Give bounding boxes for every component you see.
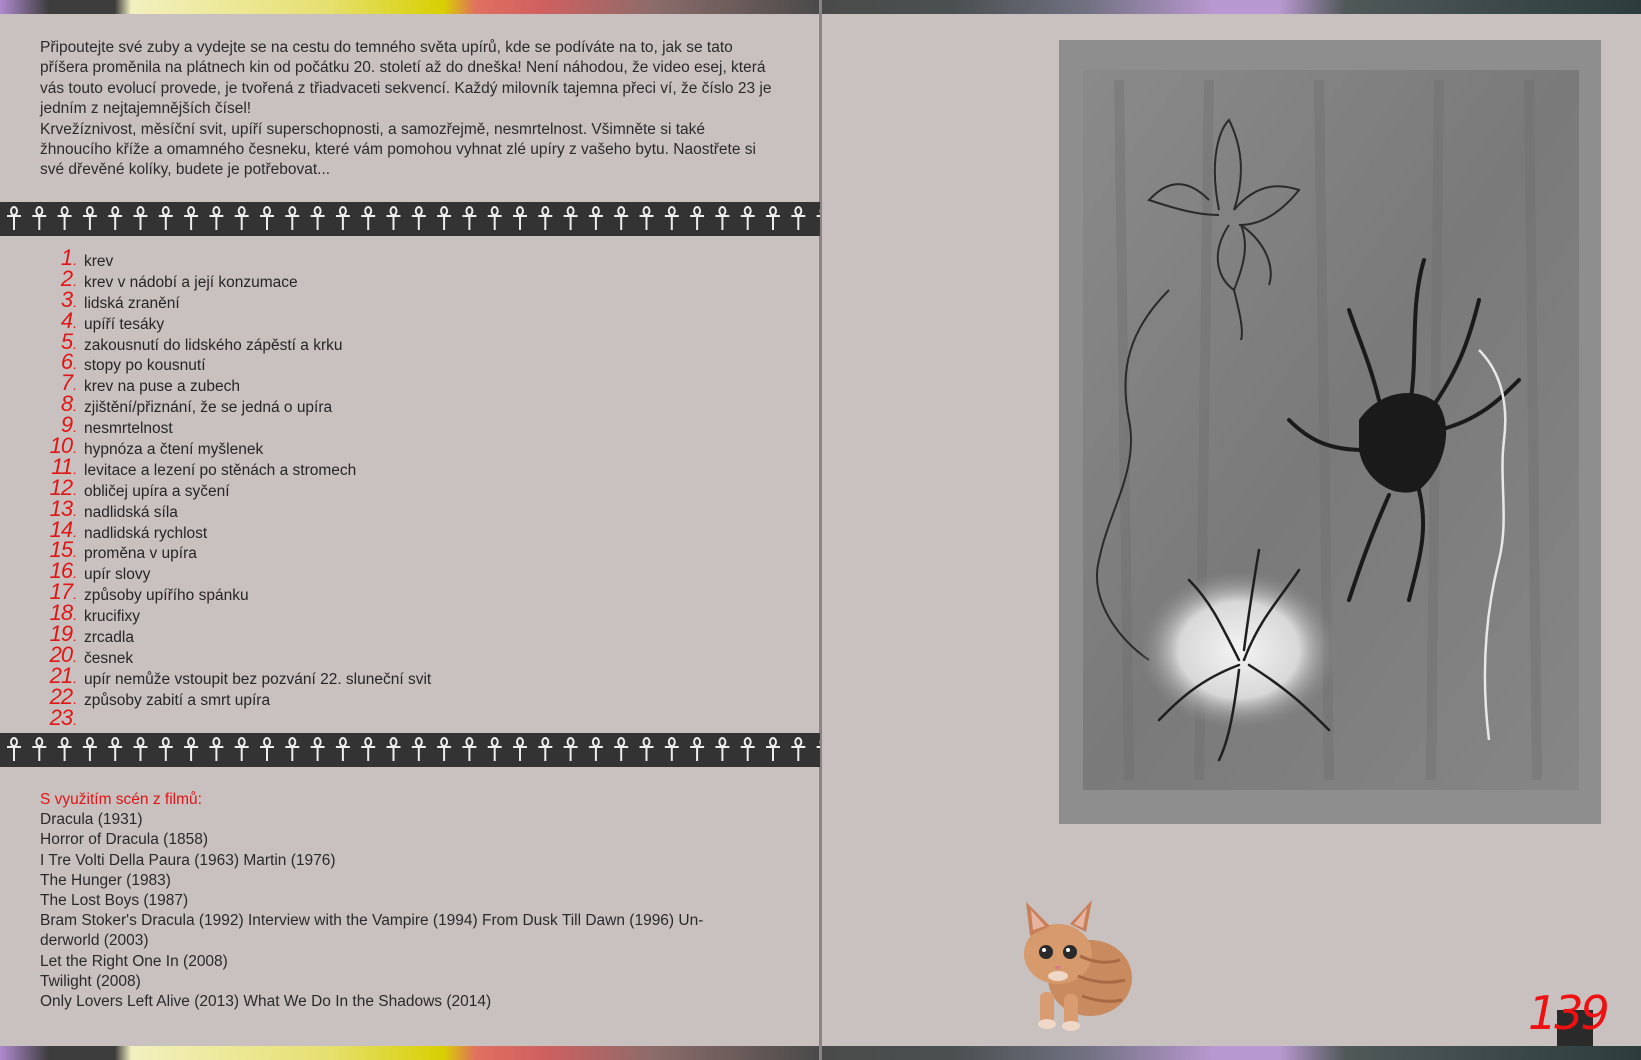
sequence-label: hypnóza a čtení myšlenek [84, 441, 264, 459]
sequence-item [40, 349, 800, 377]
ankh-icon [715, 207, 729, 230]
ankh-icon [361, 207, 375, 230]
film-credit-line: Dracula (1931) [40, 811, 143, 829]
sequence-number: 5 . [40, 332, 76, 355]
sequence-label: krev [84, 253, 114, 270]
ankh-icon [412, 207, 426, 230]
ankh-icon [741, 207, 755, 230]
ankh-icon [741, 738, 755, 761]
page-number: 139 [1528, 986, 1607, 1040]
sequence-item [40, 391, 800, 419]
sequence-label: zjištění/přiznání, že se jedná o upíra [84, 399, 333, 417]
film-credit-line: Twilight (2008) [40, 972, 141, 990]
ankh-icon [614, 207, 628, 230]
film-credit-line: The Hunger (1983) [40, 871, 171, 889]
sequence-number: 22 . [40, 687, 76, 710]
ankh-icon [336, 207, 350, 230]
sequence-item [40, 328, 800, 357]
sequence-label: stopy po kousnutí [84, 357, 206, 375]
sequence-label: krucifixy [84, 608, 140, 626]
sequence-item [40, 704, 800, 733]
sequence-number: 10 . [40, 436, 76, 459]
ankh-icon [640, 207, 654, 230]
kitten-sticker [1010, 896, 1135, 1032]
ankh-icon [83, 738, 97, 761]
intro-paragraph-1: Připoutejte své zuby a vydejte se na cestu do temného světa upírů, kde se podíváte na to, jak se tato příšera proměnila na plátnech kin od počátku 20. století až do dneška! Není náhodou, že video esej, která vás touto evolucí provede, je tvořená z třiadvaceti sekvencí. Každý milovník tajemna přeci ví, že číslo 23 je jedním z nejtajemnějších čísel! [40, 39, 772, 118]
sequence-label: způsoby zabití a smrt upíra [84, 691, 271, 709]
sequence-label: zrcadla [84, 629, 134, 647]
sequence-item [40, 433, 800, 461]
ankh-icon [715, 738, 729, 761]
sequence-label: krev na puse a zubech [84, 378, 240, 396]
ankh-icon [766, 207, 780, 230]
ankh-icon [260, 207, 274, 230]
ankh-icon [159, 738, 173, 761]
sequence-item [40, 474, 800, 503]
ankh-icon [184, 207, 198, 230]
sequence-item [40, 641, 800, 670]
ankh-icon [134, 207, 148, 230]
film-credit-line: Horror of Dracula (1858) [40, 831, 208, 849]
ankh-icon [134, 738, 148, 761]
ankh-icon [235, 207, 249, 230]
film-credit-line: Only Lovers Left Alive (2013) What We Do In the Shadows (2014) [40, 993, 492, 1011]
ankh-icon [538, 738, 552, 761]
sequence-number: 18 . [40, 603, 76, 626]
ankh-icon [311, 738, 325, 761]
sequence-number: 17 . [40, 582, 76, 605]
sequence-label: nadlidská síla [84, 503, 178, 521]
ankh-icon [336, 738, 350, 761]
ankh-icon [488, 207, 502, 230]
sequence-number: 23 . [40, 708, 76, 731]
sequence-label: nadlidská rychlost [84, 524, 208, 542]
ankh-icon [108, 207, 122, 230]
sequence-list [40, 245, 800, 732]
sequence-item [40, 662, 800, 691]
ankh-icon [817, 207, 820, 230]
sequence-number: 11 . [40, 457, 76, 480]
ankh-icon [260, 738, 274, 761]
sequence-item [40, 495, 800, 524]
sequence-label: proměna v upíra [84, 545, 197, 563]
sequence-item [40, 245, 800, 273]
ankh-icon [513, 207, 527, 230]
ankh-icon [285, 207, 299, 230]
ankh-icon [791, 738, 805, 761]
ankh-icon [766, 738, 780, 761]
sequence-label: zakousnutí do lidského zápěstí a krku [84, 336, 343, 354]
sequence-label: způsoby upířího spánku [84, 587, 249, 605]
film-credits-heading: S využitím scén z filmů: [40, 791, 202, 808]
ankh-icon [817, 738, 820, 761]
film-credit-line: I Tre Volti Della Paura (1963) Martin (1976) [40, 851, 336, 869]
sequence-item [40, 579, 800, 607]
kitten-icon [1010, 896, 1135, 1032]
ankh-icon [387, 207, 401, 230]
ankh-icon [209, 738, 223, 761]
ink-flower-artwork [1059, 40, 1601, 824]
sequence-number: 4 . [40, 311, 76, 334]
ankh-icon [412, 738, 426, 761]
sequence-item [40, 621, 800, 649]
artwork-drawing [1059, 40, 1601, 824]
film-credit-line: derworld (2003) [40, 932, 149, 950]
sequence-number: 20 . [40, 645, 76, 668]
ankh-icon [513, 738, 527, 761]
film-credit-line: Bram Stoker's Dracula (1992) Interview with the Vampire (1994) From Dusk Till Dawn (1996) Un- [40, 912, 704, 930]
sequence-label: nesmrtelnost [84, 420, 173, 438]
sequence-number: 1 . [40, 248, 76, 271]
ankh-icon [640, 738, 654, 761]
sequence-item [40, 683, 800, 712]
sequence-number: 16 . [40, 561, 76, 584]
ankh-icon [665, 738, 679, 761]
sequence-number: 2 . [40, 269, 76, 292]
sequence-item [40, 412, 800, 440]
sequence-number: 21 . [40, 666, 76, 689]
sequence-label: upíří tesáky [84, 315, 165, 333]
intro-paragraph-2: Krvežíznivost, měsíční svit, upíří superschopnosti, a samozřejmě, nesmrtelnost. Všimněte si také žhnoucího kříže a omamného česneku, které vám pomohou vyhnat zlé upíry z vašeho bytu. Naostřete si své dřevěné kolíky, budete je potřebovat... [40, 120, 756, 179]
ankh-divider-bottom [0, 733, 820, 767]
sequence-label: lidská zranění [84, 294, 180, 312]
sequence-item [40, 453, 800, 482]
film-credit-line: The Lost Boys (1987) [40, 892, 189, 910]
ankh-icon [564, 207, 578, 230]
ankh-divider-top [0, 202, 820, 236]
sequence-number: 3 . [40, 290, 76, 313]
sequence-label: česnek [84, 649, 134, 667]
ankh-icon [791, 207, 805, 230]
sequence-label: upír nemůže vstoupit bez pozvání 22. sluneční svit [84, 670, 432, 688]
ankh-icon [690, 207, 704, 230]
ankh-icon [7, 738, 21, 761]
sequence-number: 12 . [40, 478, 76, 501]
ankh-icon [58, 738, 72, 761]
ankh-icon [361, 738, 375, 761]
ankh-icon [108, 738, 122, 761]
sequence-number: 6 . [40, 352, 76, 375]
ankh-icon [184, 738, 198, 761]
ankh-icon [209, 207, 223, 230]
ankh-icon [311, 207, 325, 230]
ankh-icon [589, 738, 603, 761]
ankh-icon [83, 207, 97, 230]
ankh-icon [285, 738, 299, 761]
ankh-icon [614, 738, 628, 761]
sequence-number: 19 . [40, 624, 76, 647]
sequence-item [40, 307, 800, 336]
sequence-item [40, 600, 800, 628]
sequence-label: levitace a lezení po stěnách a stromech [84, 461, 357, 479]
sequence-label: upír slovy [84, 566, 151, 584]
ankh-icon [387, 738, 401, 761]
ankh-icon [7, 207, 21, 230]
ankh-icon [488, 738, 502, 761]
ankh-icon [235, 738, 249, 761]
ankh-icon [665, 207, 679, 230]
sequence-number: 7 . [40, 373, 76, 396]
ankh-row-bottom [0, 733, 820, 767]
sequence-item [40, 537, 800, 565]
ankh-icon [58, 207, 72, 230]
sequence-item [40, 286, 800, 315]
sequence-number: 14 . [40, 520, 76, 543]
sequence-number: 15 . [40, 540, 76, 563]
ankh-icon [462, 207, 476, 230]
sequence-number: 9 . [40, 415, 76, 438]
film-credits [40, 790, 780, 1012]
ankh-icon [589, 207, 603, 230]
sequence-number: 13 . [40, 499, 76, 522]
intro-text [40, 38, 780, 181]
ankh-icon [159, 207, 173, 230]
ankh-icon [437, 207, 451, 230]
ankh-icon [538, 207, 552, 230]
ankh-icon [690, 738, 704, 761]
sequence-item [40, 516, 800, 545]
ankh-icon [437, 738, 451, 761]
sequence-number: 8 . [40, 394, 76, 417]
sequence-label: obličej upíra a syčení [84, 482, 230, 500]
ankh-icon [32, 738, 46, 761]
sequence-item [40, 558, 800, 586]
page-gutter [819, 0, 822, 1060]
ankh-icon [32, 207, 46, 230]
ankh-icon [462, 738, 476, 761]
sequence-item [40, 265, 800, 294]
ankh-icon [564, 738, 578, 761]
ankh-row-top [0, 202, 820, 236]
film-credits-list [40, 810, 780, 1012]
film-credit-line: Let the Right One In (2008) [40, 952, 228, 970]
sequence-item [40, 370, 800, 398]
sequence-label: krev v nádobí a její konzumace [84, 273, 298, 291]
